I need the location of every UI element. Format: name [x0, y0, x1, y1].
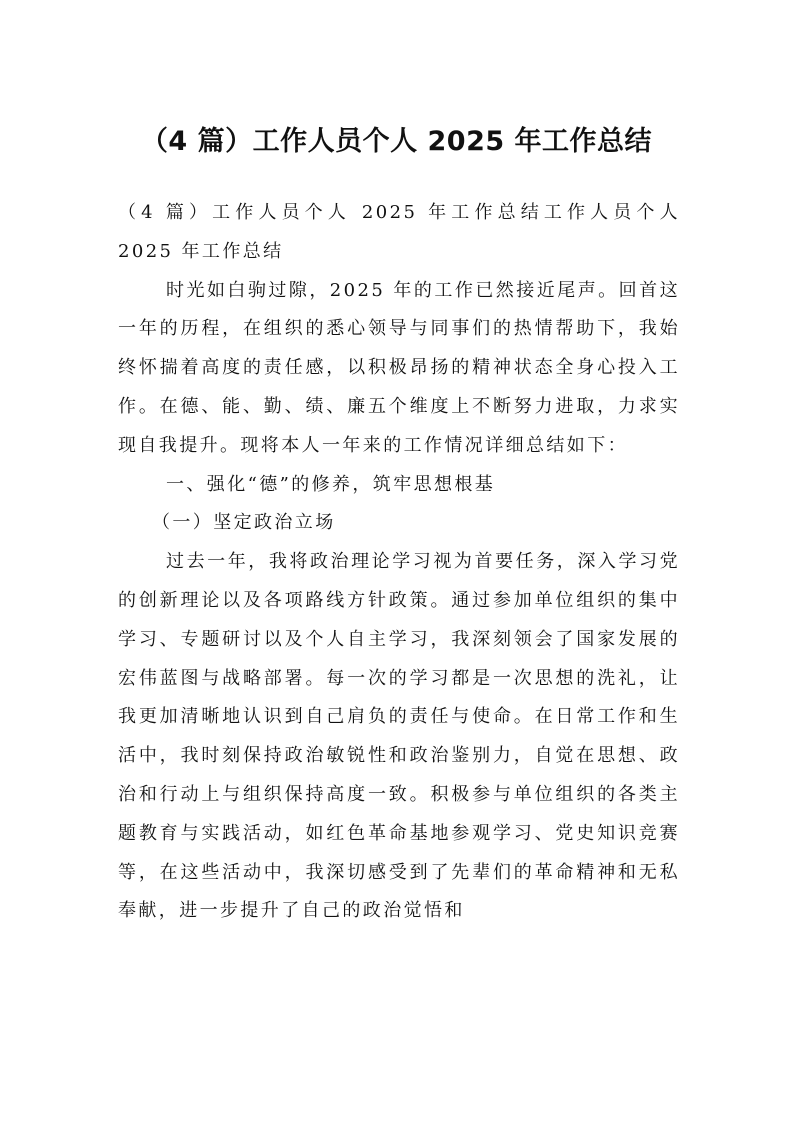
subsection-heading: （一）坚定政治立场: [152, 512, 336, 534]
paragraph-intro: 时光如白驹过隙，2025 年的工作已然接近尾声。回首这一年的历程，在组织的悉心领导与同事们的热情帮助下，我始终怀揣着高度的责任感，以积极昂扬的精神状态全身心投入工作。在德、能、勤、绩、廉五个维度上不断努力进取，力求实现自我提升。现将本人一年来的工作情况详细总结如下：: [118, 279, 680, 456]
section-heading: 一、强化“德”的修养，筑牢思想根基: [166, 473, 496, 495]
document-body: [118, 194, 680, 931]
document-subtitle: （4 篇）工作人员个人 2025 年工作总结工作人员个人 2025 年工作总结: [118, 202, 680, 262]
document-title: （4 篇）工作人员个人 2025 年工作总结: [140, 126, 653, 157]
paragraph-body: 过去一年，我将政治理论学习视为首要任务，深入学习党的创新理论以及各项路线方针政策。通过参加单位组织的集中学习、专题研讨以及个人自主学习，我深刻领会了国家发展的宏伟蓝图与战略部署。每一次的学习都是一次思想的洗礼，让我更加清晰地认识到自己肩负的责任与使命。在日常工作和生活中，我时刻保持政治敏锐性和政治鉴别力，自觉在思想、政治和行动上与组织保持高度一致。积极参与单位组织的各类主题教育与实践活动，如红色革命基地参观学习、党史知识竞赛等，在这些活动中，我深切感受到了先辈们的革命精神和无私奉献，进一步提升了自己的政治觉悟和: [118, 551, 680, 922]
